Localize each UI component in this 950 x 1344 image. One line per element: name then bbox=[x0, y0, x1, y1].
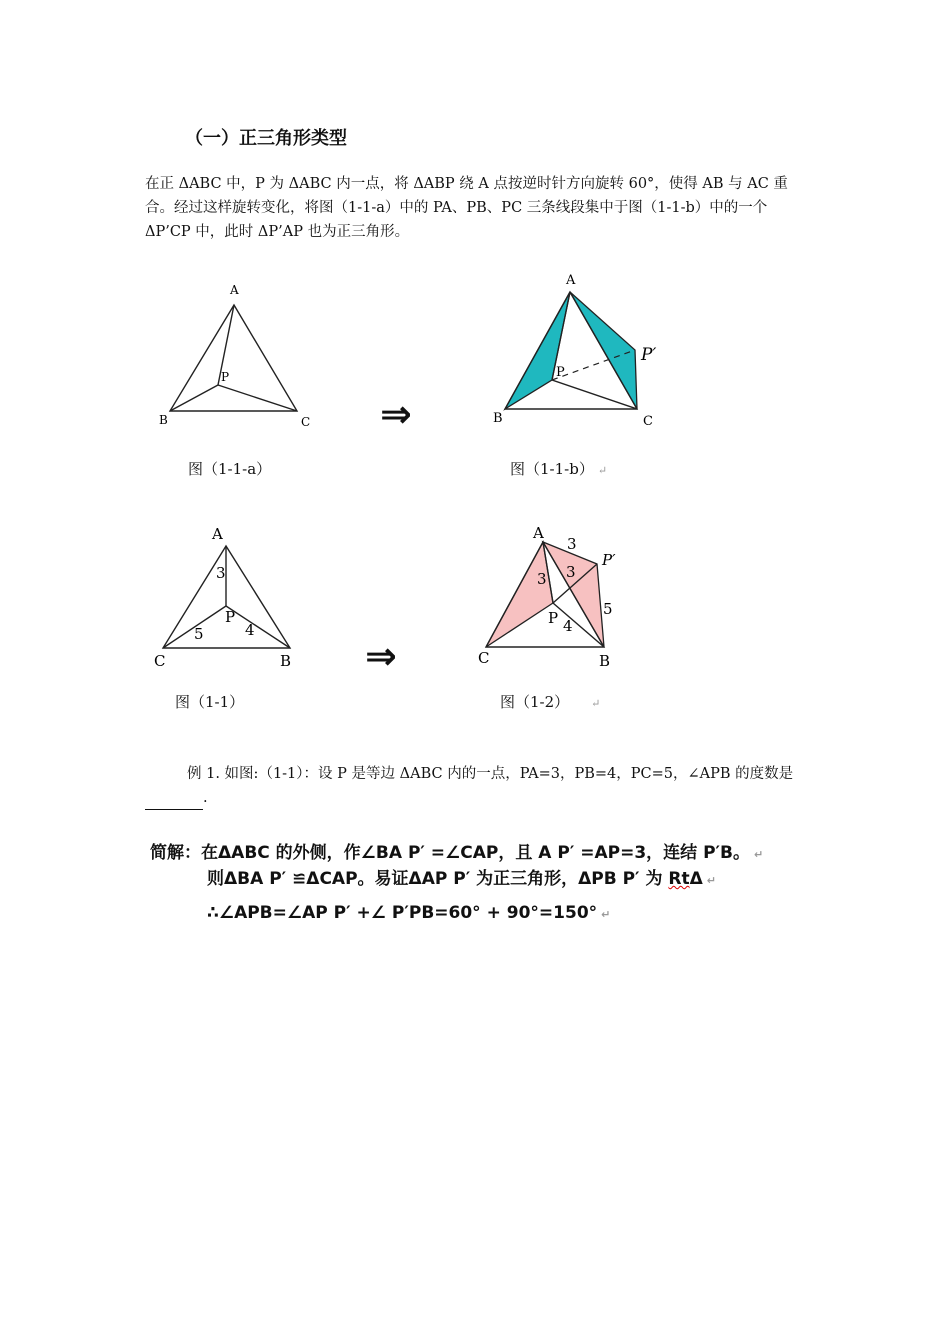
fig-d-label-b: B bbox=[599, 652, 611, 670]
caption-fig-c: 图（1-1） bbox=[175, 693, 245, 711]
solution-label: 简解： bbox=[150, 843, 201, 863]
intro-line-1: 在正 ΔABC 中，P 为 ΔABC 内一点，将 ΔABP 绕 A 点按逆时针方向旋转 60°，使得 AB 与 AC 重 bbox=[145, 176, 788, 192]
solution-line-2 bbox=[207, 864, 716, 889]
caption-fig-d-row bbox=[500, 691, 600, 712]
figure-1-1-a bbox=[150, 275, 325, 435]
answer-blank bbox=[145, 795, 203, 810]
fig-d-label-c: C bbox=[478, 649, 490, 667]
fig-d-label-pprime: P′ bbox=[602, 551, 616, 569]
figure-1-2 bbox=[470, 520, 635, 675]
fig-b-label-pprime: P′ bbox=[641, 345, 657, 365]
fig-d-label-pa: 3 bbox=[537, 570, 547, 588]
return-mark-icon: ↵ bbox=[753, 848, 764, 861]
solution-line-1 bbox=[150, 838, 763, 863]
solution-triangle-symbol: Δ bbox=[689, 869, 703, 889]
fig-d-label-pprime-b: 5 bbox=[603, 600, 613, 618]
solution-text-1: 在ΔABC 的外侧，作∠BA P′ =∠CAP，且 A P′ =AP=3，连结 P′B。 bbox=[201, 843, 750, 863]
fig-c-label-p: P bbox=[225, 608, 236, 626]
fig-a-label-b: B bbox=[159, 413, 168, 427]
intro-paragraph bbox=[145, 172, 810, 244]
return-mark-icon: ↵ bbox=[597, 464, 608, 477]
example-text: 例 1. 如图:（1-1）：设 P 是等边 ΔABC 内的一点，PA=3，PB=4，PC=5，∠APB 的度数是 bbox=[187, 766, 794, 782]
fig-c-label-pb: 4 bbox=[245, 621, 255, 639]
return-mark-icon: ↵ bbox=[601, 908, 611, 921]
solution-text-2: 则ΔBA P′ ≌ΔCAP。易证ΔAP P′ 为正三角形，ΔPB P′ 为 bbox=[207, 869, 669, 889]
fig-d-label-p: P bbox=[548, 609, 559, 627]
fig-d-label-ap-prime: 3 bbox=[567, 535, 577, 553]
example-trailing: . bbox=[203, 790, 208, 806]
fig-c-label-pc: 5 bbox=[194, 625, 204, 643]
fig-b-label-c: C bbox=[643, 414, 653, 429]
fig-c-label-c: C bbox=[154, 652, 166, 670]
caption-fig-b: 图（1-1-b） bbox=[510, 460, 594, 478]
fig-a-label-a: A bbox=[230, 283, 239, 297]
arrow-top: ⇒ bbox=[380, 392, 412, 436]
fig-c-label-b: B bbox=[280, 652, 292, 670]
fig-c-label-a: A bbox=[212, 525, 223, 543]
section-heading: （一）正三角形类型 bbox=[185, 128, 347, 149]
return-mark-icon: ↵ bbox=[706, 874, 716, 887]
fig-c-label-pa: 3 bbox=[216, 564, 226, 582]
solution-rt: Rt bbox=[668, 869, 690, 889]
solution-text-3: ∴∠APB=∠AP P′ +∠ P′PB=60° + 90°=150° bbox=[207, 903, 598, 923]
arrow-bottom: ⇒ bbox=[365, 634, 397, 678]
example-paragraph bbox=[145, 762, 810, 810]
caption-fig-a: 图（1-1-a） bbox=[188, 460, 272, 478]
fig-b-label-a: A bbox=[566, 273, 576, 288]
fig-d-label-pb: 4 bbox=[563, 617, 573, 635]
caption-fig-b-row bbox=[510, 458, 607, 479]
solution-line-3 bbox=[207, 903, 610, 923]
fig-b-label-b: B bbox=[493, 411, 503, 426]
fig-d-label-p-pprime: 3 bbox=[566, 563, 576, 581]
fig-a-label-c: C bbox=[301, 415, 311, 429]
figure-1-1-b bbox=[485, 268, 670, 438]
fig-d-pink-left bbox=[486, 542, 553, 647]
caption-fig-d: 图（1-2） bbox=[500, 693, 570, 711]
fig-a-label-p: P bbox=[221, 370, 230, 384]
fig-b-label-p: P bbox=[556, 365, 565, 380]
figure-1-1 bbox=[150, 520, 305, 675]
fig-d-label-a: A bbox=[533, 524, 544, 542]
return-mark-icon: ↵ bbox=[591, 697, 601, 710]
intro-line-2: 合。经过这样旋转变化，将图（1-1-a）中的 PA、PB、PC 三条线段集中于图（1-1-b）中的一个 bbox=[145, 200, 768, 216]
intro-line-3: ΔP’CP 中，此时 ΔP’AP 也为正三角形。 bbox=[145, 224, 410, 240]
